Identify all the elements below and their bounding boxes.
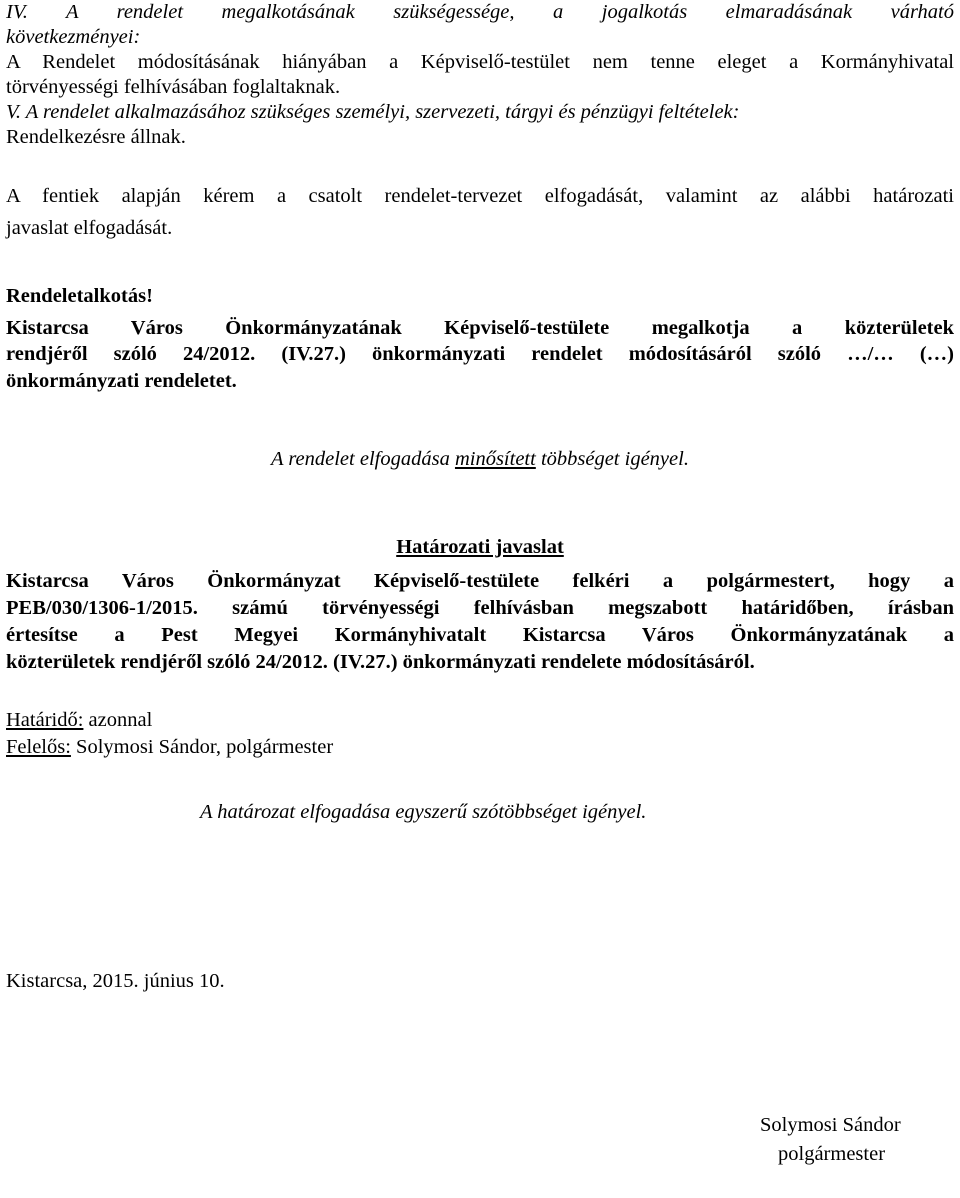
place-date: Kistarcsa, 2015. június 10. <box>6 970 225 992</box>
resolution-title: Határozati javaslat <box>396 535 564 558</box>
section-v-text: Rendelkezésre állnak. <box>6 126 186 148</box>
section-v-heading: V. A rendelet alkalmazásához szükséges személyi, szervezeti, tárgyi és pénzügyi feltételek: <box>6 101 740 123</box>
request-line2: javaslat elfogadását. <box>6 217 173 239</box>
section-iv-heading-line2: következményei: <box>6 26 141 48</box>
regulation-line3: önkormányzati rendeletet. <box>6 370 237 392</box>
resolution-line2: PEB/030/1306-1/2015. számú törvényességi felhívásban megszabott határidőben, írásban <box>6 597 954 619</box>
responsible-line <box>6 737 333 758</box>
resolution-line3: értesítse a Pest Megyei Kormányhivatalt Kistarcsa Város Önkormányzatának a <box>6 624 954 646</box>
deadline-line <box>6 710 152 731</box>
signer-name: Solymosi Sándor <box>760 1114 901 1136</box>
deadline-label: Határidő: <box>6 709 84 731</box>
responsible-value: Solymosi Sándor, polgármester <box>70 736 334 758</box>
majority-underlined: minősített <box>454 447 536 470</box>
section-iv-text-line2: törvényességi felhívásában foglaltaknak. <box>6 76 341 98</box>
resolution-majority-note: A határozat elfogadása egyszerű szótöbbséget igényel. <box>200 801 647 823</box>
majority-prefix: A rendelet elfogadása <box>271 447 455 470</box>
responsible-label: Felelős: <box>6 736 71 758</box>
section-iv-text-line1: A Rendelet módosításának hiányában a Képviselő-testület nem tenne eleget a Kormányhivatal <box>6 51 954 73</box>
resolution-line4: közterületek rendjéről szóló 24/2012. (IV.27.) önkormányzati rendelete módosításáról. <box>6 651 755 673</box>
deadline-value: azonnal <box>83 709 153 731</box>
request-line1: A fentiek alapján kérem a csatolt rendelet-tervezet elfogadását, valamint az alábbi határozati <box>6 185 954 207</box>
regulation-line2: rendjéről szóló 24/2012. (IV.27.) önkormányzati rendelet módosításáról szóló …/… (…) <box>6 343 954 365</box>
regulation-heading: Rendeletalkotás! <box>6 285 153 307</box>
regulation-majority-note <box>0 449 960 470</box>
resolution-line1: Kistarcsa Város Önkormányzat Képviselő-testülete felkéri a polgármestert, hogy a <box>6 570 954 592</box>
section-iv-heading-line1: IV. A rendelet megalkotásának szükségessége, a jogalkotás elmaradásának várható <box>6 1 954 23</box>
regulation-line1: Kistarcsa Város Önkormányzatának Képviselő-testülete megalkotja a közterületek <box>6 317 954 339</box>
majority-suffix: többséget igényel. <box>535 447 689 470</box>
signer-title: polgármester <box>778 1143 886 1165</box>
